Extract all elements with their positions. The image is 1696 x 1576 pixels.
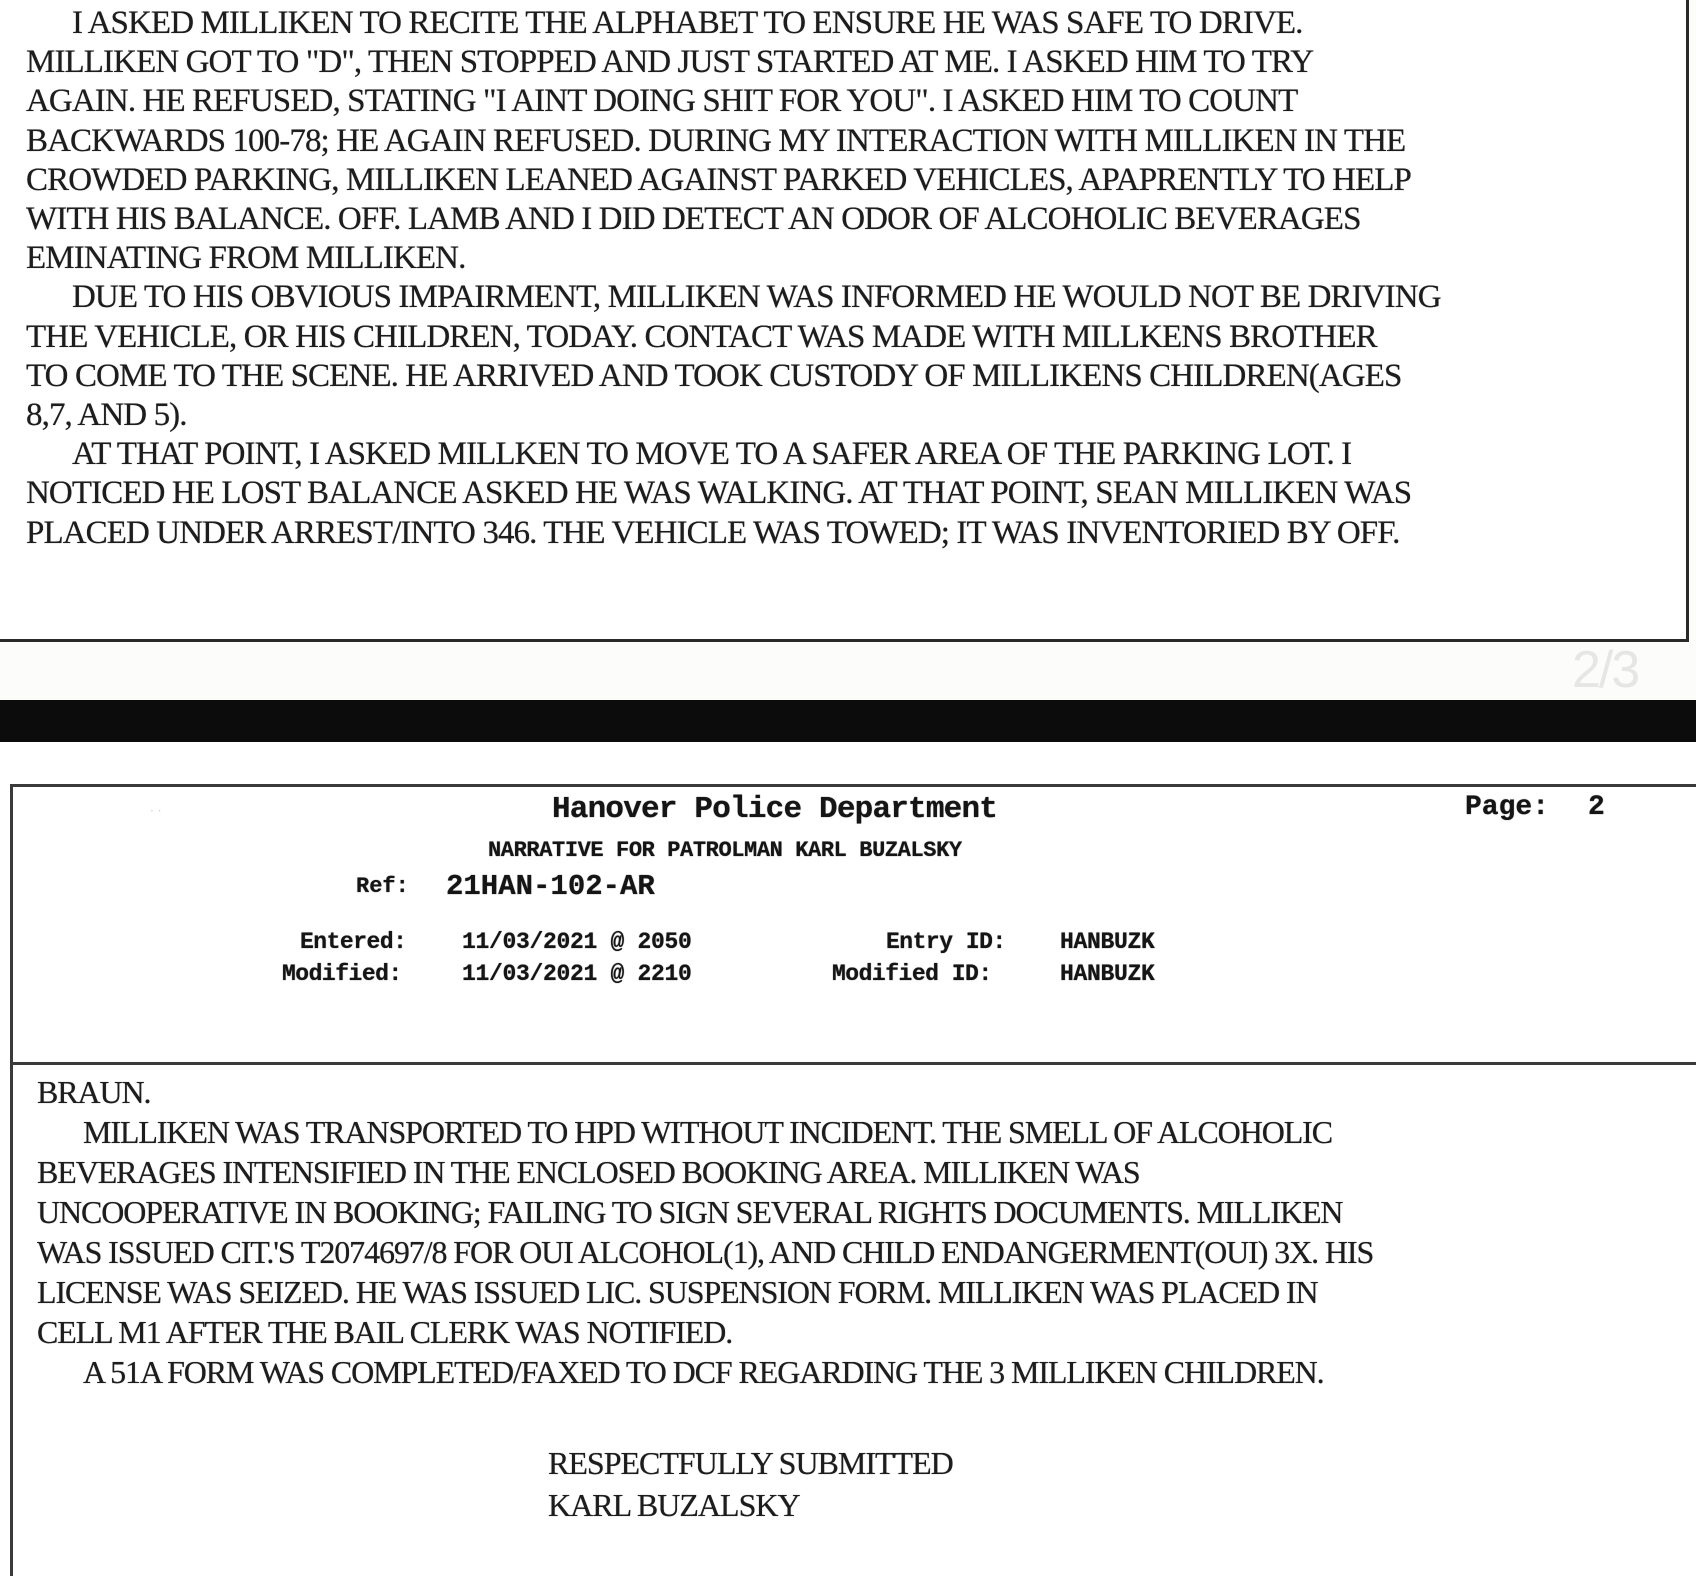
narrative-line: PLACED UNDER ARREST/INTO 346. THE VEHICLE WAS TOWED; IT WAS INVENTORIED BY OFF. (26, 514, 1400, 551)
bottom-page (0, 742, 1696, 1576)
narrative-line: UNCOOPERATIVE IN BOOKING; FAILING TO SIGN SEVERAL RIGHTS DOCUMENTS. MILLIKEN (37, 1194, 1343, 1230)
entered-value: 11/03/2021 @ 2050 (462, 929, 692, 955)
narrative-line: AGAIN. HE REFUSED, STATING "I AINT DOING SHIT FOR YOU". I ASKED HIM TO COUNT (26, 83, 1298, 120)
narrative-line: TO COME TO THE SCENE. HE ARRIVED AND TOOK CUSTODY OF MILLIKENS CHILDREN(AGES (26, 357, 1402, 394)
page-counter: 2/3 (1572, 641, 1639, 699)
signature-name: KARL BUZALSKY (548, 1487, 800, 1523)
narrative-line: LICENSE WAS SEIZED. HE WAS ISSUED LIC. SUSPENSION FORM. MILLIKEN WAS PLACED IN (37, 1274, 1318, 1310)
narrative-line: A 51A FORM WAS COMPLETED/FAXED TO DCF REGARDING THE 3 MILLIKEN CHILDREN. (83, 1354, 1324, 1390)
narrative-line: MILLIKEN WAS TRANSPORTED TO HPD WITHOUT INCIDENT. THE SMELL OF ALCOHOLIC (83, 1114, 1332, 1150)
page-label: Page: (1465, 792, 1550, 823)
narrative-line: BACKWARDS 100-78; HE AGAIN REFUSED. DURING MY INTERACTION WITH MILLIKEN IN THE (26, 122, 1406, 159)
narrative-line: WAS ISSUED CIT.'S T2074697/8 FOR OUI ALCOHOL(1), AND CHILD ENDANGERMENT(OUI) 3X. HIS (37, 1234, 1374, 1270)
narrative-line: THE VEHICLE, OR HIS CHILDREN, TODAY. CONTACT WAS MADE WITH MILLKENS BROTHER (26, 318, 1377, 355)
narrative-line: CROWDED PARKING, MILLIKEN LEANED AGAINST PARKED VEHICLES, APAPRENTLY TO HELP (26, 161, 1411, 198)
header-divider (10, 1062, 1696, 1065)
modified-id-value: HANBUZK (1060, 961, 1155, 987)
entry-id-value: HANBUZK (1060, 929, 1155, 955)
ref-value: 21HAN-102-AR (446, 870, 655, 903)
modified-value: 11/03/2021 @ 2210 (462, 961, 692, 987)
top-page (0, 0, 1690, 640)
narrative-line: I ASKED MILLIKEN TO RECITE THE ALPHABET TO ENSURE HE WAS SAFE TO DRIVE. (72, 5, 1303, 41)
narrative-line: 8,7, AND 5). (26, 397, 187, 434)
ref-label: Ref: (356, 874, 409, 899)
modified-label: Modified: (282, 961, 402, 987)
narrative-line: CELL M1 AFTER THE BAIL CLERK WAS NOTIFIED. (37, 1314, 733, 1350)
page-separator (0, 700, 1696, 742)
narrative-line: AT THAT POINT, I ASKED MILLKEN TO MOVE TO A SAFER AREA OF THE PARKING LOT. I (72, 436, 1352, 473)
department-name: Hanover Police Department (552, 792, 998, 827)
signature-closing: RESPECTFULLY SUBMITTED (548, 1445, 953, 1481)
narrative-line: EMINATING FROM MILLIKEN. (26, 240, 466, 277)
narrative-title: NARRATIVE FOR PATROLMAN KARL BUZALSKY (488, 838, 962, 863)
bottom-narrative (37, 1072, 1637, 1392)
top-narrative (26, 4, 1606, 553)
signature-block (548, 1442, 953, 1526)
narrative-line: NOTICED HE LOST BALANCE ASKED HE WAS WALKING. AT THAT POINT, SEAN MILLIKEN WAS (26, 475, 1412, 512)
modified-id-label: Modified ID: (832, 961, 992, 987)
page-number: 2 (1588, 792, 1605, 823)
narrative-line: BEVERAGES INTENSIFIED IN THE ENCLOSED BOOKING AREA. MILLIKEN WAS (37, 1154, 1140, 1190)
entry-id-label: Entry ID: (886, 929, 1006, 955)
entered-label: Entered: (300, 929, 407, 955)
narrative-line: BRAUN. (37, 1074, 151, 1110)
narrative-line: WITH HIS BALANCE. OFF. LAMB AND I DID DETECT AN ODOR OF ALCOHOLIC BEVERAGES (26, 201, 1361, 238)
narrative-line: DUE TO HIS OBVIOUS IMPAIRMENT, MILLIKEN WAS INFORMED HE WOULD NOT BE DRIVING (72, 279, 1441, 316)
narrative-line: MILLIKEN GOT TO "D", THEN STOPPED AND JUST STARTED AT ME. I ASKED HIM TO TRY (26, 44, 1314, 81)
scan-speck: · · (150, 804, 162, 818)
